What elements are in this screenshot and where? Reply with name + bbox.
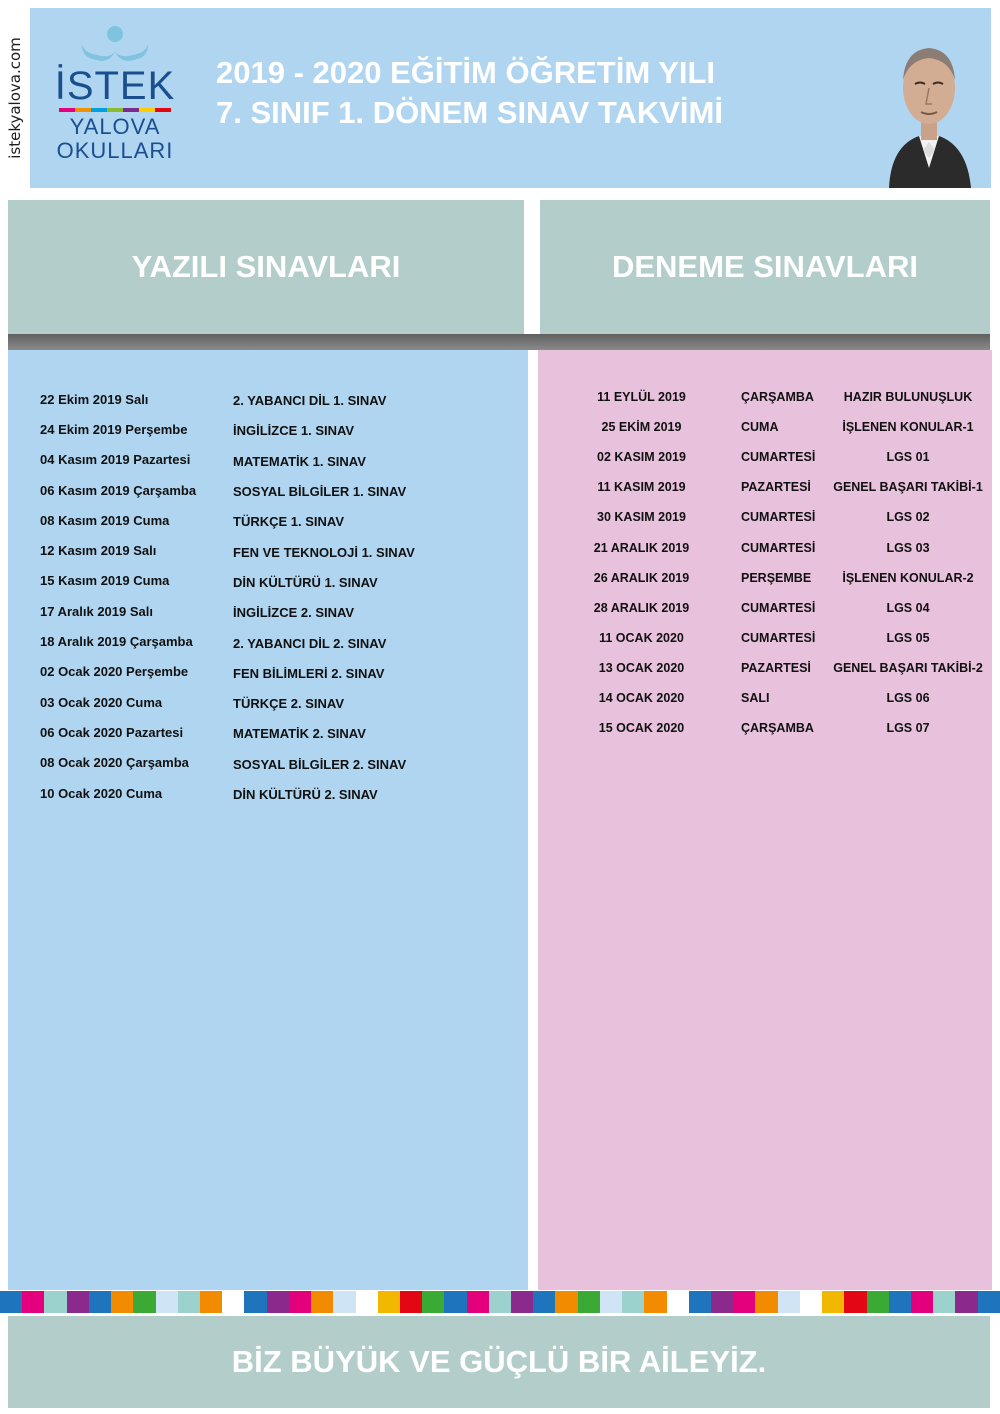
exam-date: 24 Ekim 2019 Perşembe [40, 421, 188, 437]
color-strip-square [955, 1291, 977, 1313]
color-strip-square [356, 1291, 378, 1313]
website-url-text: istekyalova.com [6, 37, 24, 159]
list-item [40, 717, 520, 747]
exam-date: 10 Ocak 2020 Cuma [40, 785, 163, 801]
logo-stripe-segment [75, 108, 91, 112]
trial-day: PAZARTESİ [741, 660, 811, 675]
color-strip-square [778, 1291, 800, 1313]
list-item [40, 657, 520, 687]
color-strip-square [400, 1291, 422, 1313]
divider-bar [8, 334, 990, 350]
list-item [538, 683, 992, 713]
trial-day: CUMARTESİ [741, 450, 816, 465]
color-strip-square [533, 1291, 555, 1313]
list-item [538, 532, 992, 562]
trial-date: 14 OCAK 2020 [598, 690, 685, 705]
color-strip-square [844, 1291, 866, 1313]
color-strip-square [333, 1291, 355, 1313]
trial-exam-name: LGS 01 [886, 450, 930, 465]
list-item [538, 472, 992, 502]
trial-date: 11 EYLÜL 2019 [597, 390, 686, 405]
trial-exam-name: HAZIR BULUNUŞLUK [843, 390, 973, 405]
trial-date: 02 KASIM 2019 [597, 450, 686, 465]
side-website-url [2, 8, 28, 188]
trial-exam-name: İŞLENEN KONULAR-1 [842, 420, 974, 435]
list-item [538, 412, 992, 442]
color-strip-square [444, 1291, 466, 1313]
written-exams-list [40, 384, 520, 808]
trial-day: ÇARŞAMBA [741, 390, 814, 405]
trial-day: CUMARTESİ [741, 630, 816, 645]
color-strip-square [755, 1291, 777, 1313]
trial-exam-name: LGS 03 [886, 540, 930, 555]
exam-subject: MATEMATİK 2. SINAV [233, 726, 366, 742]
header-banner [30, 8, 991, 188]
color-strip-square [667, 1291, 689, 1313]
logo-stripe-segment [155, 108, 171, 112]
footer-slogan: BİZ BÜYÜK VE GÜÇLÜ BİR AİLEYİZ. [231, 1344, 767, 1379]
exam-date: 06 Kasım 2019 Çarşamba [40, 482, 197, 498]
trial-exam-name: LGS 07 [886, 721, 930, 736]
list-item [40, 687, 520, 717]
list-item [40, 626, 520, 656]
exam-subject: DİN KÜLTÜRÜ 2. SINAV [233, 787, 378, 802]
list-item [40, 778, 520, 808]
portrait-image [879, 18, 979, 188]
color-strip-square [22, 1291, 44, 1313]
color-strip-square [889, 1291, 911, 1313]
list-item [40, 535, 520, 565]
exam-subject: TÜRKÇE 2. SINAV [233, 696, 344, 712]
trial-date: 21 ARALIK 2019 [593, 540, 690, 555]
school-logo [50, 26, 180, 176]
color-strip-square [156, 1291, 178, 1313]
exam-date: 12 Kasım 2019 Salı [40, 543, 157, 559]
exam-subject: DİN KÜLTÜRÜ 1. SINAV [233, 574, 378, 590]
exam-date: 08 Kasım 2019 Cuma [40, 512, 170, 528]
color-strip-square [311, 1291, 333, 1313]
footer-banner [8, 1316, 990, 1408]
written-exams-title: YAZILI SINAVLARI [131, 249, 401, 284]
list-item [40, 566, 520, 596]
list-item [538, 382, 992, 412]
exam-date: 18 Aralık 2019 Çarşamba [40, 634, 193, 650]
exam-subject: FEN BİLİMLERİ 2. SINAV [233, 665, 385, 681]
exam-subject: 2. YABANCI DİL 2. SINAV [233, 635, 387, 651]
trial-date: 11 KASIM 2019 [597, 480, 686, 495]
trial-exam-name: GENEL BAŞARI TAKİBİ-1 [833, 480, 983, 495]
list-item [40, 414, 520, 444]
title-line-1: 2019 - 2020 EĞİTİM ÖĞRETİM YILI [216, 55, 716, 90]
exam-subject: MATEMATİK 1. SINAV [233, 453, 366, 469]
logo-color-stripe [59, 108, 171, 112]
color-strip-square [822, 1291, 844, 1313]
trial-day: ÇARŞAMBA [741, 721, 814, 736]
trial-day: SALI [741, 690, 770, 705]
exam-subject: İNGİLİZCE 1. SINAV [233, 423, 355, 439]
color-strip-square [800, 1291, 822, 1313]
list-item [538, 653, 992, 683]
logo-brand-name: İSTEK [54, 64, 176, 108]
trial-day: CUMARTESİ [741, 510, 816, 525]
list-item [538, 713, 992, 743]
logo-city: YALOVA [69, 114, 161, 139]
exam-date: 15 Kasım 2019 Cuma [40, 573, 170, 589]
list-item [538, 563, 992, 593]
exam-date: 04 Kasım 2019 Pazartesi [40, 452, 191, 468]
exam-subject: FEN VE TEKNOLOJİ 1. SINAV [233, 544, 415, 560]
trial-date: 13 OCAK 2020 [598, 660, 685, 675]
color-strip-square [378, 1291, 400, 1313]
color-strip-square [467, 1291, 489, 1313]
logo-stripe-segment [123, 108, 139, 112]
color-strip-square [111, 1291, 133, 1313]
trial-exam-name: LGS 05 [886, 630, 930, 645]
trial-exams-list [538, 382, 992, 743]
trial-exam-name: LGS 02 [886, 510, 930, 525]
trial-exams-title: DENEME SINAVLARI [611, 249, 918, 284]
color-strip-square [911, 1291, 933, 1313]
exam-date: 03 Ocak 2020 Cuma [40, 694, 163, 710]
logo-stripe-segment [59, 108, 75, 112]
trial-exams-header [540, 200, 990, 334]
color-strip-square [422, 1291, 444, 1313]
trial-exams-panel [538, 350, 992, 1290]
logo-schools: OKULLARI [56, 138, 174, 163]
list-item [538, 623, 992, 653]
exam-subject: İNGİLİZCE 2. SINAV [233, 605, 355, 621]
exam-date: 17 Aralık 2019 Salı [40, 603, 153, 619]
color-strip-square [200, 1291, 222, 1313]
trial-date: 30 KASIM 2019 [597, 510, 686, 525]
exam-subject: 2. YABANCI DİL 1. SINAV [233, 393, 387, 409]
list-item [40, 445, 520, 475]
color-strip-square [178, 1291, 200, 1313]
color-strip-square [622, 1291, 644, 1313]
color-strip-square [267, 1291, 289, 1313]
color-strip-square [600, 1291, 622, 1313]
exam-date: 02 Ocak 2020 Perşembe [40, 664, 189, 680]
color-strip-square [133, 1291, 155, 1313]
color-strip-square [511, 1291, 533, 1313]
written-exams-panel [8, 350, 528, 1290]
color-strip-square [933, 1291, 955, 1313]
trial-date: 11 OCAK 2020 [599, 630, 684, 645]
trial-day: PAZARTESİ [741, 480, 811, 495]
written-exams-header [8, 200, 524, 334]
color-strip-square [867, 1291, 889, 1313]
color-strip-square [44, 1291, 66, 1313]
color-strip [0, 1290, 1000, 1314]
reading-figure-icon [50, 26, 180, 66]
color-strip-square [644, 1291, 666, 1313]
color-strip-square [67, 1291, 89, 1313]
color-strip-square [978, 1291, 1000, 1313]
color-strip-square [578, 1291, 600, 1313]
trial-day: CUMA [741, 420, 779, 435]
list-item [40, 748, 520, 778]
exam-date: 22 Ekim 2019 Salı [40, 391, 149, 407]
logo-stripe-segment [107, 108, 123, 112]
list-item [538, 502, 992, 532]
list-item [538, 442, 992, 472]
color-strip-square [244, 1291, 266, 1313]
logo-stripe-segment [91, 108, 107, 112]
color-strip-square [733, 1291, 755, 1313]
trial-exam-name: GENEL BAŞARI TAKİBİ-2 [833, 660, 983, 675]
color-strip-square [222, 1291, 244, 1313]
trial-date: 26 ARALIK 2019 [593, 570, 690, 585]
trial-exam-name: İŞLENEN KONULAR-2 [842, 570, 974, 585]
trial-date: 25 EKİM 2019 [601, 420, 682, 435]
list-item [40, 596, 520, 626]
trial-day: CUMARTESİ [741, 540, 816, 555]
color-strip-square [689, 1291, 711, 1313]
color-strip-square [489, 1291, 511, 1313]
list-item [538, 593, 992, 623]
exam-subject: SOSYAL BİLGİLER 2. SINAV [233, 756, 407, 772]
color-strip-square [555, 1291, 577, 1313]
trial-day: PERŞEMBE [741, 570, 812, 585]
trial-date: 28 ARALIK 2019 [593, 600, 690, 615]
color-strip-square [289, 1291, 311, 1313]
color-strip-square [711, 1291, 733, 1313]
list-item [40, 384, 520, 414]
exam-date: 06 Ocak 2020 Pazartesi [40, 724, 184, 740]
list-item [40, 475, 520, 505]
color-strip-square [89, 1291, 111, 1313]
title-line-2: 7. SINIF 1. DÖNEM SINAV TAKVİMİ [216, 95, 723, 130]
trial-exam-name: LGS 06 [886, 690, 930, 705]
trial-exam-name: LGS 04 [886, 600, 930, 615]
exam-subject: SOSYAL BİLGİLER 1. SINAV [233, 484, 407, 500]
trial-day: CUMARTESİ [741, 600, 816, 615]
trial-date: 15 OCAK 2020 [598, 721, 685, 736]
exam-date: 08 Ocak 2020 Çarşamba [40, 755, 189, 771]
color-strip-square [0, 1291, 22, 1313]
page-title [216, 53, 816, 133]
exam-subject: TÜRKÇE 1. SINAV [233, 514, 344, 530]
logo-stripe-segment [139, 108, 155, 112]
list-item [40, 505, 520, 535]
